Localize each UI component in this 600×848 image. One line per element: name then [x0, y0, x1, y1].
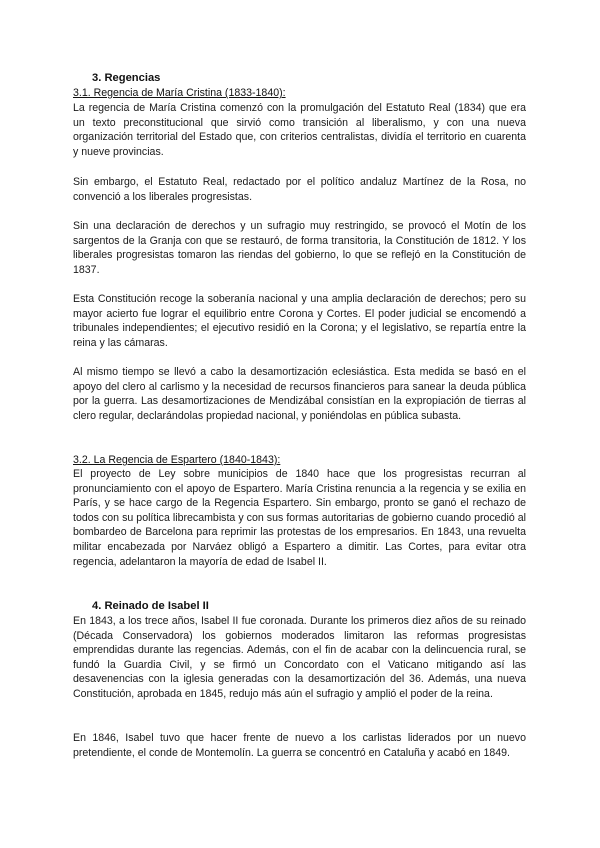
paragraph-3-1-a: La regencia de María Cristina comenzó con la promulgación del Estatuto Real (1834) que era un texto preconstitucional que sirvió como transición al liberalismo, y con una nueva organización territorial del Estado que, con criterios centralistas, dividía el territorio en cuarenta y nueve provincias. [73, 102, 526, 158]
paragraph-3-1-c: Sin una declaración de derechos y un sufragio muy restringido, se provocó el Motín de los sargentos de la Granja con que se restauró, de forma transitoria, la Constitución de 1812. Y los liberales progresistas tomaron las riendas del gobierno, lo que se reflejó en la Constitución de 1837. [73, 220, 526, 276]
section-3-heading: 3. Regencias [92, 72, 161, 84]
paragraph-4-b: En 1846, Isabel tuvo que hacer frente de nuevo a los carlistas liderados por un nuevo pretendiente, el conde de Montemolín. La guerra se concentró en Cataluña y acabó en 1849. [73, 732, 526, 759]
section-4-heading: 4. Reinado de Isabel II [92, 600, 209, 612]
paragraph-3-1-d: Esta Constitución recoge la soberanía nacional y una amplia declaración de derechos; pero su mayor acierto fue lograr el equilibrio entre Corona y Cortes. El poder judicial se encomendó a tribunales independientes; el ejecutivo residió en la Corona; y el legislativo, se repartía entre la reina y las cámaras. [73, 293, 526, 349]
paragraph-3-1-e: Al mismo tiempo se llevó a cabo la desamortización eclesiástica. Esta medida se basó en el apoyo del clero al carlismo y la necesidad de recursos financieros para sanear la deuda pública por la guerra. Las desamortizaciones de Mendizábal consistían en la expropiación de tierras al clero regular, declarándolas propiedad nacional, y poniéndolas en pública subasta. [73, 366, 526, 422]
subsection-3-2-heading: 3.2. La Regencia de Espartero (1840-1843): [73, 454, 281, 466]
paragraph-3-1-b: Sin embargo, el Estatuto Real, redactado por el político andaluz Martínez de la Rosa, no convenció a los liberales progresistas. [73, 176, 526, 203]
paragraph-3-2: El proyecto de Ley sobre municipios de 1840 hace que los progresistas recurran al pronunciamiento con el apoyo de Espartero. María Cristina renuncia a la regencia y se exilia en París, y se hace cargo de la Regencia Espartero. Sin embargo, pronto se ganó el rechazo de todos con su política librecambista y con sus formas autoritarias de gobierno cuando procedió al bombardeo de Barcelona para reprimir las protestas de los empresarios. En 1843, una revuelta militar encabezada por Narváez obligó a Espartero a dimitir. Las Cortes, para evitar otra regencia, adelantaron la mayoría de edad de Isabel II. [73, 468, 526, 568]
subsection-3-1-heading: 3.1. Regencia de María Cristina (1833-1840): [73, 87, 286, 99]
paragraph-4-a: En 1843, a los trece años, Isabel II fue coronada. Durante los primeros diez años de su reinado (Década Conservadora) los gobiernos moderados limitaron las reformas progresistas emprendidas durante las regencias. Además, con el fin de acabar con la delincuencia rural, se fundó la Guardia Civil, y se firmó un Concordato con el Vaticano mitigando así las desavenencias con la iglesia generadas con la desamortización del 36. Además, una nueva Constitución, aprobada en 1845, redujo más aún el sufragio y amplió el poder de la reina. [73, 615, 526, 700]
